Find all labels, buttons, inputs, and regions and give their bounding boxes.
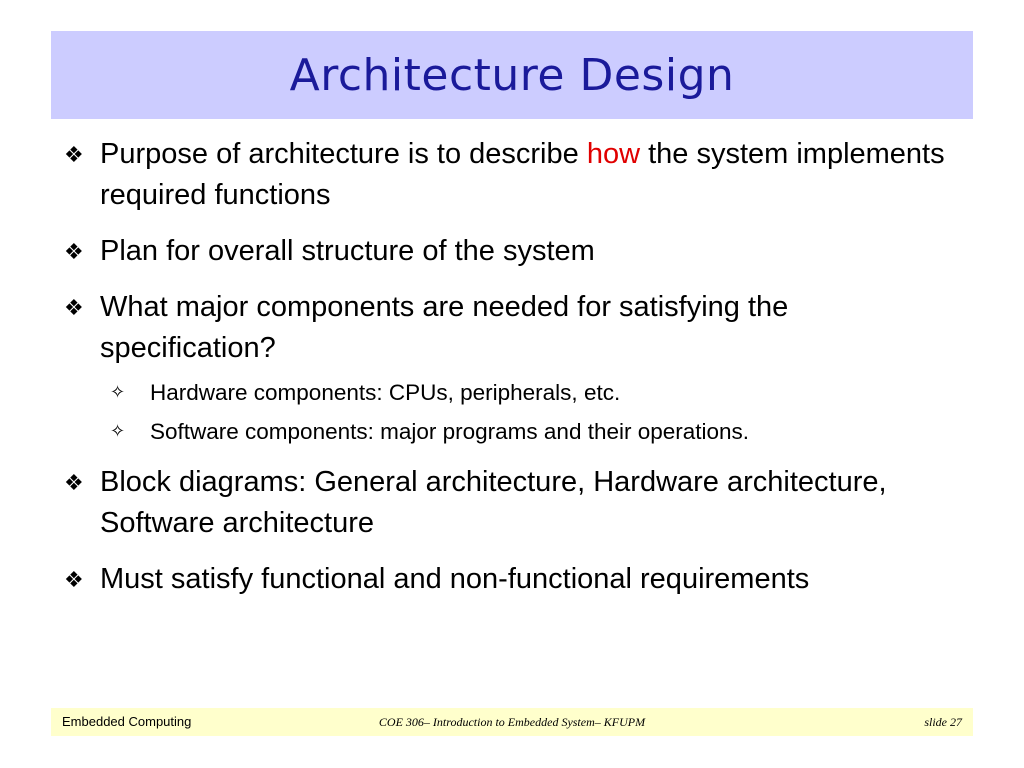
sub-bullet-text: Hardware components: CPUs, peripherals, etc. [150, 380, 621, 405]
slide-number: slide 27 [924, 715, 962, 729]
diamond-bullet-icon: ❖ [64, 568, 84, 593]
star-bullet-icon: ✧ [110, 382, 126, 403]
footer-course-title: COE 306– Introduction to Embedded System– KFUPM [378, 715, 646, 729]
bullet-text: Plan for overall structure of the system [100, 235, 595, 267]
diamond-bullet-icon: ❖ [64, 471, 84, 496]
bullet-text: Must satisfy functional and non-functional requirements [100, 563, 810, 595]
slide-title: Architecture Design [289, 50, 735, 101]
sub-bullet-text: Software components: major programs and their operations. [150, 419, 750, 444]
footer-bar [51, 708, 973, 736]
bullet-purpose [62, 134, 962, 216]
sub-bullet-software [62, 415, 962, 448]
title-bar [51, 31, 973, 119]
footer-course-topic: Embedded Computing [62, 714, 192, 729]
diamond-bullet-icon: ❖ [64, 296, 84, 321]
highlighted-word: how [586, 138, 641, 170]
bullet-text: What major components are needed for satisfying the specification? [100, 291, 789, 364]
bullet-block-diagrams [62, 462, 962, 544]
bullet-plan [62, 231, 962, 272]
diamond-bullet-icon: ❖ [64, 143, 84, 168]
star-bullet-icon: ✧ [110, 421, 126, 442]
bullet-requirements [62, 559, 962, 600]
bullet-text: Purpose of architecture is to describe how the system implements required functions [100, 138, 945, 211]
diamond-bullet-icon: ❖ [64, 240, 84, 265]
bullet-components [62, 287, 962, 369]
sub-bullet-hardware [62, 376, 962, 409]
slide-content [62, 134, 962, 615]
bullet-text: Block diagrams: General architecture, Hardware architecture, Software architecture [100, 466, 887, 539]
